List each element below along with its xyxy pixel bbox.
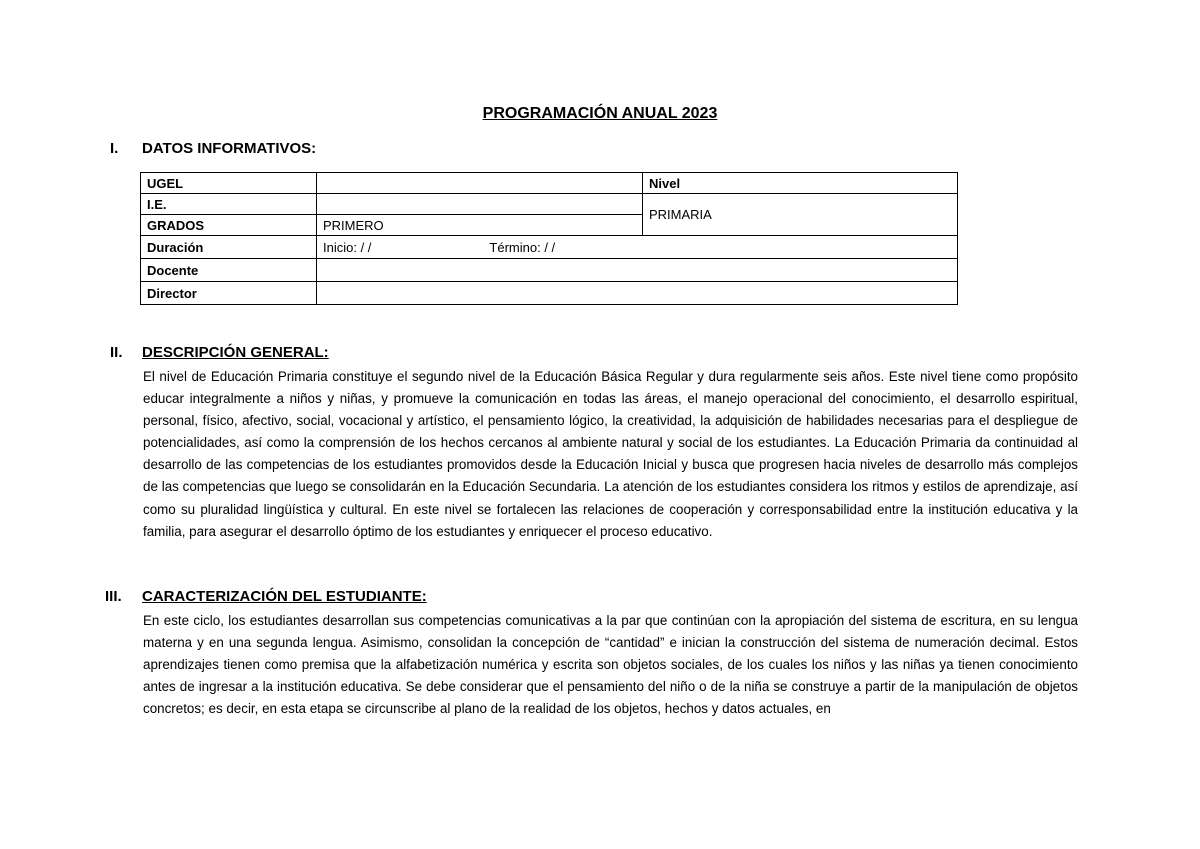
duracion-value (317, 236, 958, 259)
section-number: II. (110, 344, 123, 361)
section-heading: DESCRIPCIÓN GENERAL: (142, 344, 329, 361)
ugel-label: UGEL (141, 173, 317, 194)
director-value (317, 282, 958, 305)
caracterizacion-paragraph: En este ciclo, los estudiantes desarrollan sus competencias comunicativas a la par que continúan con la apropiación del sistema de escritura, en su lengua materna y en una segunda lengua. Asimismo, consolidan la concepción de “cantidad” e inician la construcción del sistema de numeración decimal. Estos aprendizajes tienen como premisa que la alfabetización numérica y escrita son objetos sociales, de los cuales los niños y las niñas ya tienen conocimiento antes de ingresar a la institución educativa. Se debe considerar que el pensamiento del niño o de la niña se construye a partir de la manipulación de objetos concretos; es decir, en esta etapa se circunscribe al plano de la realidad de los objetos, hechos y datos actuales, en (143, 613, 1078, 717)
docente-label: Docente (141, 259, 317, 282)
section-heading: DATOS INFORMATIVOS: (142, 140, 317, 157)
termino-text: Término: / / (489, 239, 556, 255)
nivel-label: Nivel (643, 173, 958, 194)
director-label: Director (141, 282, 317, 305)
inicio-text: Inicio: / / (323, 239, 372, 255)
section-heading: CARACTERIZACIÓN DEL ESTUDIANTE: (142, 588, 427, 605)
grados-value: PRIMERO (317, 215, 643, 236)
ie-value (317, 194, 643, 215)
document-title: PROGRAMACIÓN ANUAL 2023 (482, 105, 718, 122)
datos-informativos-table (140, 172, 958, 305)
section-number: I. (110, 140, 119, 157)
nivel-value: PRIMARIA (643, 194, 958, 236)
grados-label: GRADOS (141, 215, 317, 236)
ugel-value (317, 173, 643, 194)
ie-label: I.E. (141, 194, 317, 215)
section-number: III. (105, 588, 122, 605)
descripcion-general-paragraph: El nivel de Educación Primaria constituye el segundo nivel de la Educación Básica Regular y dura regularmente seis años. Este nivel tiene como propósito educar integralmente a niños y niñas, y promueve la comunicación en todas las áreas, el manejo operacional del conocimiento, el desarrollo espiritual, personal, físico, afectivo, social, vocacional y artístico, el pensamiento lógico, la creatividad, la adquisición de habilidades necesarias para el despliegue de potencialidades, así como la comprensión de los hechos cercanos al ambiente natural y social de los estudiantes. La Educación Primaria da continuidad al desarrollo de las competencias de los estudiantes promovidos desde la Educación Inicial y busca que progresen hacia niveles de desarrollo más complejos de las competencias que luego se consolidarán en la Educación Secundaria. La atención de los estudiantes considera los ritmos y estilos de aprendizaje, así como su pluralidad lingüística y cultural. En este nivel se fortalecen las relaciones de cooperación y corresponsabilidad entre la institución educativa y la familia, para asegurar el desarrollo óptimo de los estudiantes y enriquecer el proceso educativo. (143, 369, 1078, 539)
docente-value (317, 259, 958, 282)
duracion-label: Duración (141, 236, 317, 259)
